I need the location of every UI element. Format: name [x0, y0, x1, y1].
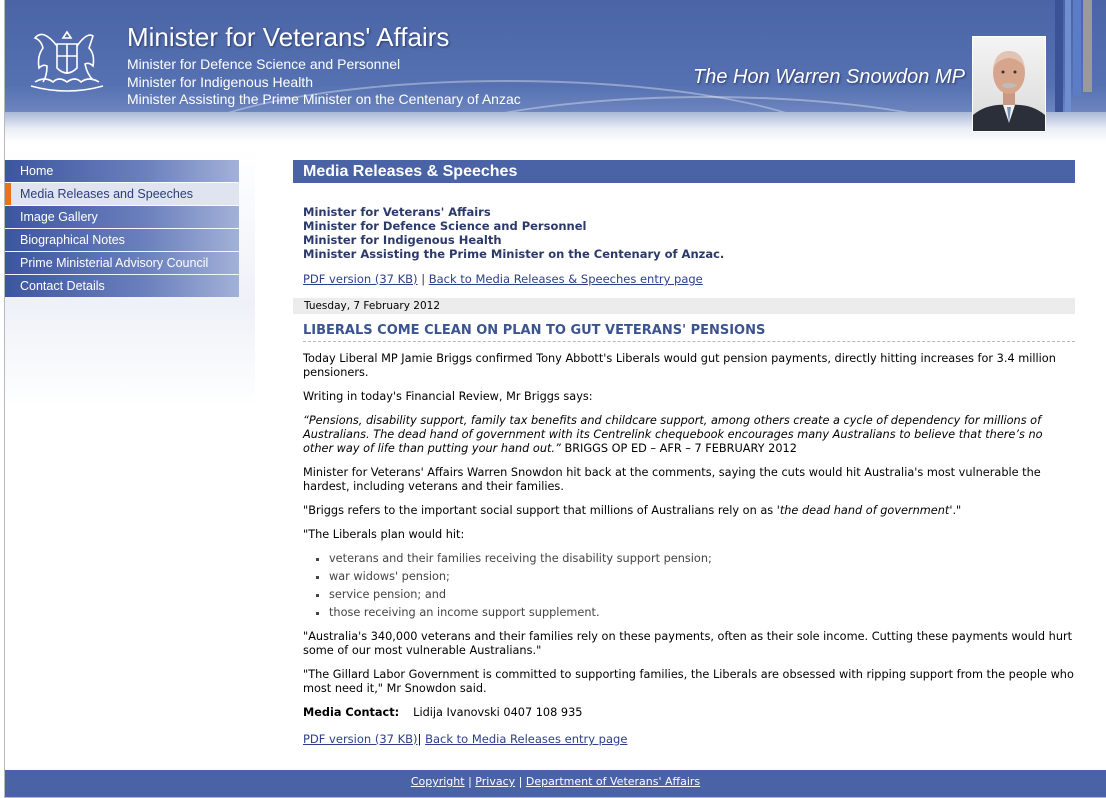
- back-to-media-releases-speeches-link[interactable]: Back to Media Releases & Speeches entry page: [428, 272, 703, 286]
- header-band: [5, 112, 1106, 142]
- decorative-bar: [1073, 0, 1081, 96]
- pdf-version-link[interactable]: PDF version (37 KB): [303, 272, 418, 286]
- minister-title: Minister for Veterans' Affairs: [303, 205, 491, 219]
- nav-item-home[interactable]: Home: [5, 160, 239, 182]
- nav-item-contact-details[interactable]: Contact Details: [5, 275, 239, 297]
- paragraph-text: .": [952, 504, 962, 517]
- nav-item-image-gallery[interactable]: Image Gallery: [5, 206, 239, 228]
- nav-item-media-releases[interactable]: Media Releases and Speeches: [5, 183, 239, 205]
- bottom-links: [303, 732, 1075, 746]
- decorative-bar: [1055, 0, 1063, 112]
- link-separator: |: [421, 272, 426, 286]
- minister-title: Minister Assisting the Prime Minister on the Centenary of Anzac.: [303, 247, 725, 261]
- quote-paragraph: [303, 414, 1075, 456]
- release-date: Tuesday, 7 February 2012: [293, 298, 1075, 314]
- paragraph-text: "Briggs refers to the important social support that millions of Australians rely on as: [303, 504, 777, 517]
- copyright-link[interactable]: Copyright: [410, 775, 465, 788]
- paragraph: Minister for Veterans' Affairs Warren Snowdon hit back at the comments, saying the cuts would hit Australia's most vulnerable the hardest, including veterans and their families.: [303, 466, 1041, 493]
- back-to-media-releases-link[interactable]: Back to Media Releases entry page: [425, 732, 628, 746]
- subtitle-indigenous-health: Minister for Indigenous Health: [127, 74, 313, 90]
- minister-titles: [303, 205, 1075, 261]
- decorative-bar: [1065, 0, 1071, 112]
- coat-of-arms-icon: [21, 24, 113, 96]
- emphasis-text: 'the dead hand of government': [776, 504, 953, 517]
- site-header: [5, 0, 1106, 142]
- main-content: [293, 160, 1075, 746]
- subtitle-defence: Minister for Defence Science and Personnel: [127, 56, 401, 72]
- section-title: Media Releases & Speeches: [293, 160, 1075, 183]
- department-link[interactable]: Department of Veterans' Affairs: [525, 775, 701, 788]
- mp-name: The Hon Warren Snowdon MP: [693, 66, 965, 88]
- main-nav: [5, 160, 239, 298]
- link-separator: |: [417, 732, 422, 746]
- impact-list: [303, 552, 1075, 620]
- portrait-photo: [972, 36, 1046, 132]
- paragraph: "Australia's 340,000 veterans and their families rely on these payments, often as their sole income. Cutting these payments would hurt some of our most vulnerable Australians.": [303, 630, 1073, 657]
- footer-separator: |: [518, 775, 523, 788]
- list-item: ▪ war widows' pension;: [329, 570, 1075, 584]
- minister-title: Minister for Defence Science and Personnel: [303, 219, 587, 233]
- media-contact-label: Media Contact:: [303, 706, 400, 719]
- paragraph: Writing in today's Financial Review, Mr Briggs says:: [303, 390, 593, 403]
- paragraph: Today Liberal MP Jamie Briggs confirmed Tony Abbott's Liberals would gut pension payments, directly hitting increases for 3.4 million pensioners.: [303, 352, 1056, 379]
- portrait-photo-image: [973, 37, 1045, 131]
- quote-text: “Pensions, disability support, family tax benefits and childcare support, among others create a cycle of dependency for millions of Australians. The dead hand of government with its Centrelink chequebook encourages many Australians to believe that there’s no other way of life than putting your hand out.”: [303, 414, 1043, 455]
- list-item: ▪ those receiving an income support supplement.: [329, 606, 1075, 620]
- privacy-link[interactable]: Privacy: [475, 775, 516, 788]
- list-item: ▪ veterans and their families receiving the disability support pension;: [329, 552, 1075, 566]
- release-body: [303, 352, 1075, 720]
- subtitle-centenary-anzac: Minister Assisting the Prime Minister on the Centenary of Anzac: [127, 91, 521, 107]
- paragraph: [303, 504, 1075, 518]
- paragraph: "The Gillard Labor Government is committed to supporting families, the Liberals are obsessed with ripping support from the people who most need it," Mr Snowdon said.: [303, 668, 1074, 695]
- nav-item-advisory-council[interactable]: Prime Ministerial Advisory Council: [5, 252, 239, 274]
- release-headline: LIBERALS COME CLEAN ON PLAN TO GUT VETERANS' PENSIONS: [303, 323, 1075, 342]
- media-contact: [303, 706, 1075, 720]
- list-item: ▪ service pension; and: [329, 588, 1075, 602]
- media-contact-value: Lidija Ivanovski 0407 108 935: [413, 706, 583, 719]
- site-footer: [5, 770, 1106, 797]
- nav-item-biographical-notes[interactable]: Biographical Notes: [5, 229, 239, 251]
- quote-source: BRIGGS OP ED – AFR – 7 FEBRUARY 2012: [560, 442, 797, 455]
- paragraph: "The Liberals plan would hit:: [303, 528, 465, 541]
- site-title: Minister for Veterans' Affairs: [127, 22, 450, 52]
- pdf-version-link-bottom[interactable]: PDF version (37 KB): [303, 732, 418, 746]
- page-frame: [4, 0, 1106, 798]
- top-links: [303, 272, 1075, 286]
- footer-separator: |: [468, 775, 472, 788]
- decorative-bar: [1083, 0, 1092, 92]
- minister-title: Minister for Indigenous Health: [303, 233, 502, 247]
